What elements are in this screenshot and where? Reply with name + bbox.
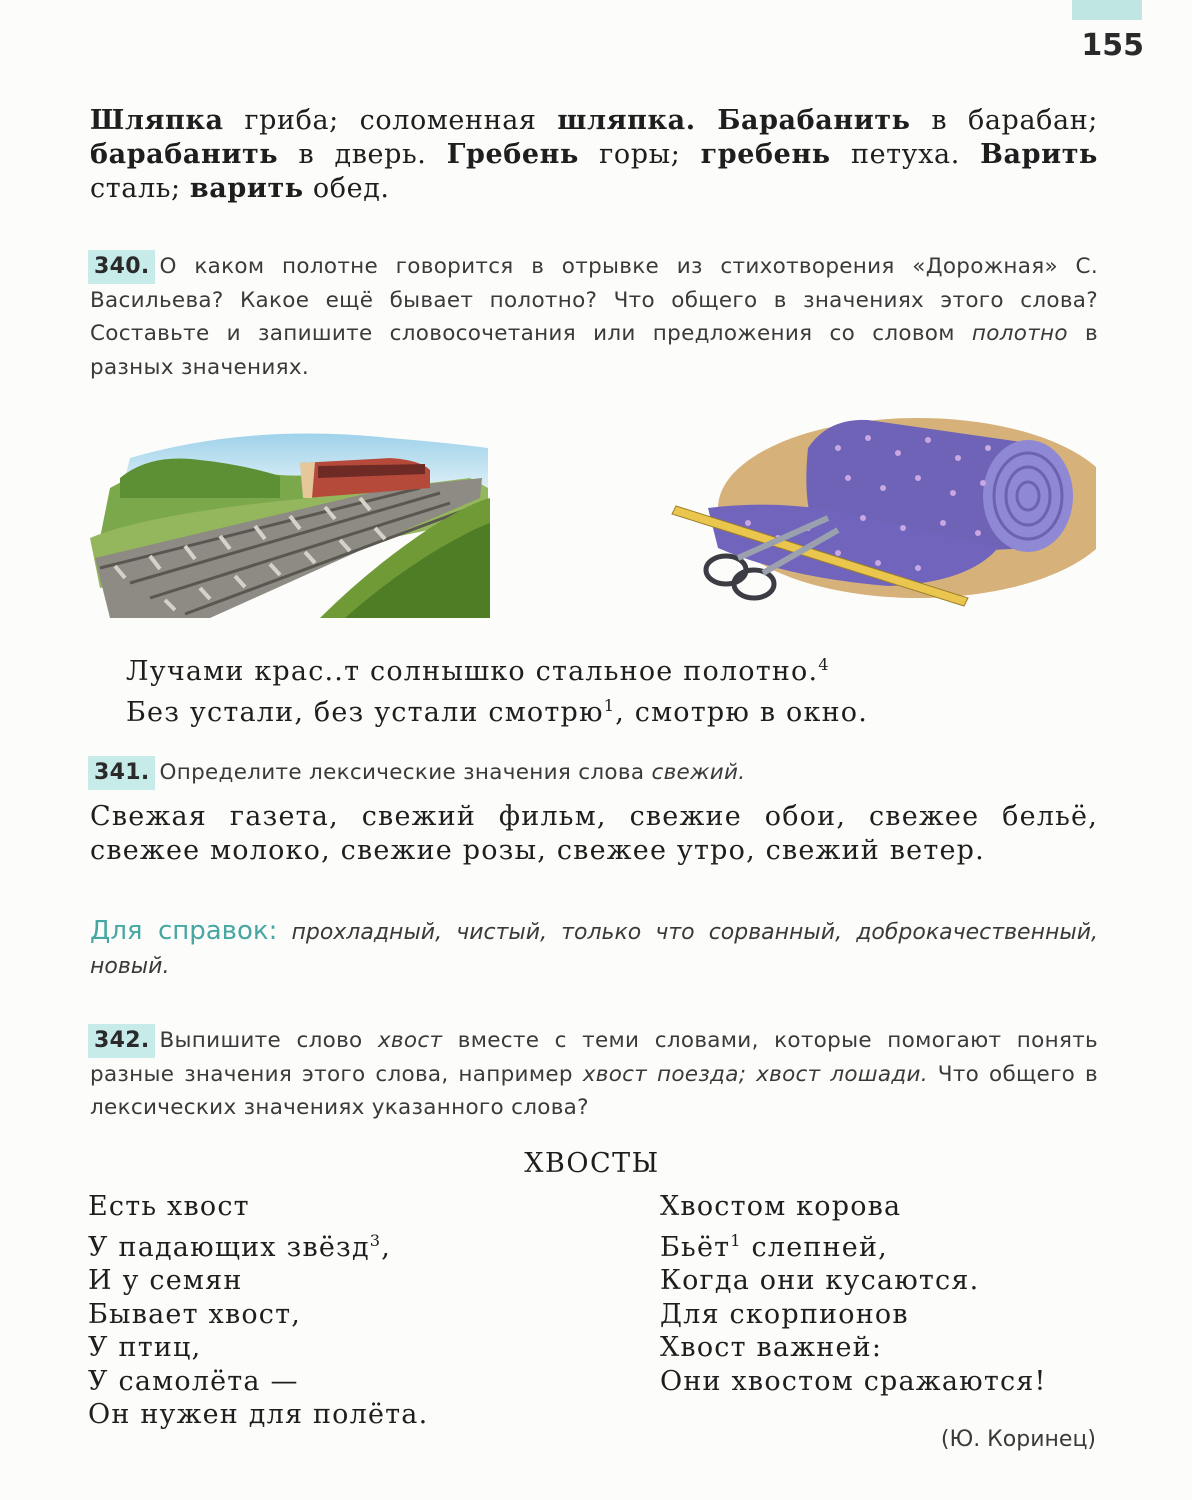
poem-line: Они хвостом сражаются! [660,1365,1047,1397]
exercise-italic: хвост поезда; хвост лошади. [582,1061,928,1087]
intro-text: в дверь. [278,139,447,170]
intro-text: в барабан; [910,105,1098,136]
exercise-number: 341. [88,756,155,790]
intro-bold-word: барабанить [90,139,279,170]
poem-line-text: , смотрю в окно. [615,697,869,728]
poem-line [88,1224,428,1265]
poem-right-column [660,1190,1047,1398]
poem-left-column [88,1190,428,1432]
poem-line [660,1224,1047,1265]
poem-line-text: Лучами крас..т солнышко стальное полотно. [126,656,819,687]
railway-train-illustration [90,418,492,618]
intro-text: петуха. [830,139,981,170]
poem-line-text: слепней, [741,1231,888,1263]
poem-line: Есть хвост [88,1191,250,1222]
poem-title: ХВОСТЫ [524,1148,660,1179]
exercise-340 [90,250,1098,384]
poem-line: И у семян [88,1265,243,1296]
exercise-text: Что общего в лексических значениях указанного слова? [90,1061,1098,1120]
poem-line: Для скорпионов [660,1298,909,1330]
poem-line-text: У падающих звёзд [88,1231,370,1263]
exercise-number: 342. [88,1024,155,1058]
poem-author: (Ю. Коринец) [940,1427,1096,1452]
exercise-342 [90,1024,1098,1125]
intro-text: сталь; [90,173,190,204]
intro-bold-word: Шляпка [90,105,224,136]
exercise-italic: свежий. [651,760,746,785]
poem-fragment-340 [126,648,1026,730]
intro-bold-word: Гребень [446,139,579,170]
intro-bold-word: шляпка. Барабанить [557,105,911,136]
intro-text: обед. [303,173,390,204]
footnote-mark: 4 [818,655,830,674]
intro-bold-word: варить [189,173,304,204]
poem-line: Когда они кусаются. [660,1265,980,1296]
poem-line: Хвост важней: [660,1332,883,1363]
intro-bold-word: Варить [980,139,1098,170]
reference-label: Для справок: [90,916,278,946]
exercise-341-phrases: Свежая газета, свежий фильм, свежие обои, свежее бельё, свежее молоко, свежие розы, свежее утро, свежий ветер. [90,801,1098,866]
reference-words: прохладный, чистый, только что сорванный, доброкачественный, новый. [90,920,1098,979]
exercise-text: вместе с теми словами, которые помогают понять разные значения этого слова, например [90,1028,1098,1087]
exercise-number: 340. [88,250,155,284]
exercise-italic: полотно [971,321,1068,346]
poem-line-text: Без устали, без устали смотрю [126,697,604,728]
fabric-roll-illustration [668,408,1096,618]
footnote-mark: 1 [730,1230,742,1250]
footnote-mark: 1 [603,696,616,715]
exercise-text: Определите лексические значения слова [159,760,652,785]
intro-text: гриба; соломенная [223,105,558,136]
footnote-mark: 3 [369,1230,382,1250]
poem-line [126,689,1026,730]
exercise-text: в разных значениях. [90,321,1098,380]
poem-line: У птиц, [88,1332,202,1363]
page-number: 155 [1081,28,1144,63]
poem-line: Хвостом корова [660,1191,902,1222]
intro-paragraph [90,104,1098,206]
reference-note [90,914,1098,984]
poem-line: Он нужен для полёта. [88,1399,429,1430]
exercise-text: О каком полотне говорится в отрывке из стихотворения «Дорожная» С. Васильева? Какое ещё бывает полотно? Что общего в значениях этого слова? Составьте и запишите словосочетания или предложения со словом [90,254,1098,346]
poem-line [126,648,1026,689]
poem-line: Бывает хвост, [88,1298,302,1330]
poem-line-text: Бьёт [660,1231,731,1263]
exercise-italic: хвост [377,1028,443,1053]
poem-line: У самолёта — [88,1365,299,1397]
poem-line-text: , [381,1231,392,1263]
intro-text: горы; [578,139,701,170]
page-tab-marker [1072,0,1142,20]
exercise-text: Выпишите слово [159,1028,378,1053]
intro-bold-word: гребень [700,139,831,170]
exercise-341 [90,756,1098,790]
